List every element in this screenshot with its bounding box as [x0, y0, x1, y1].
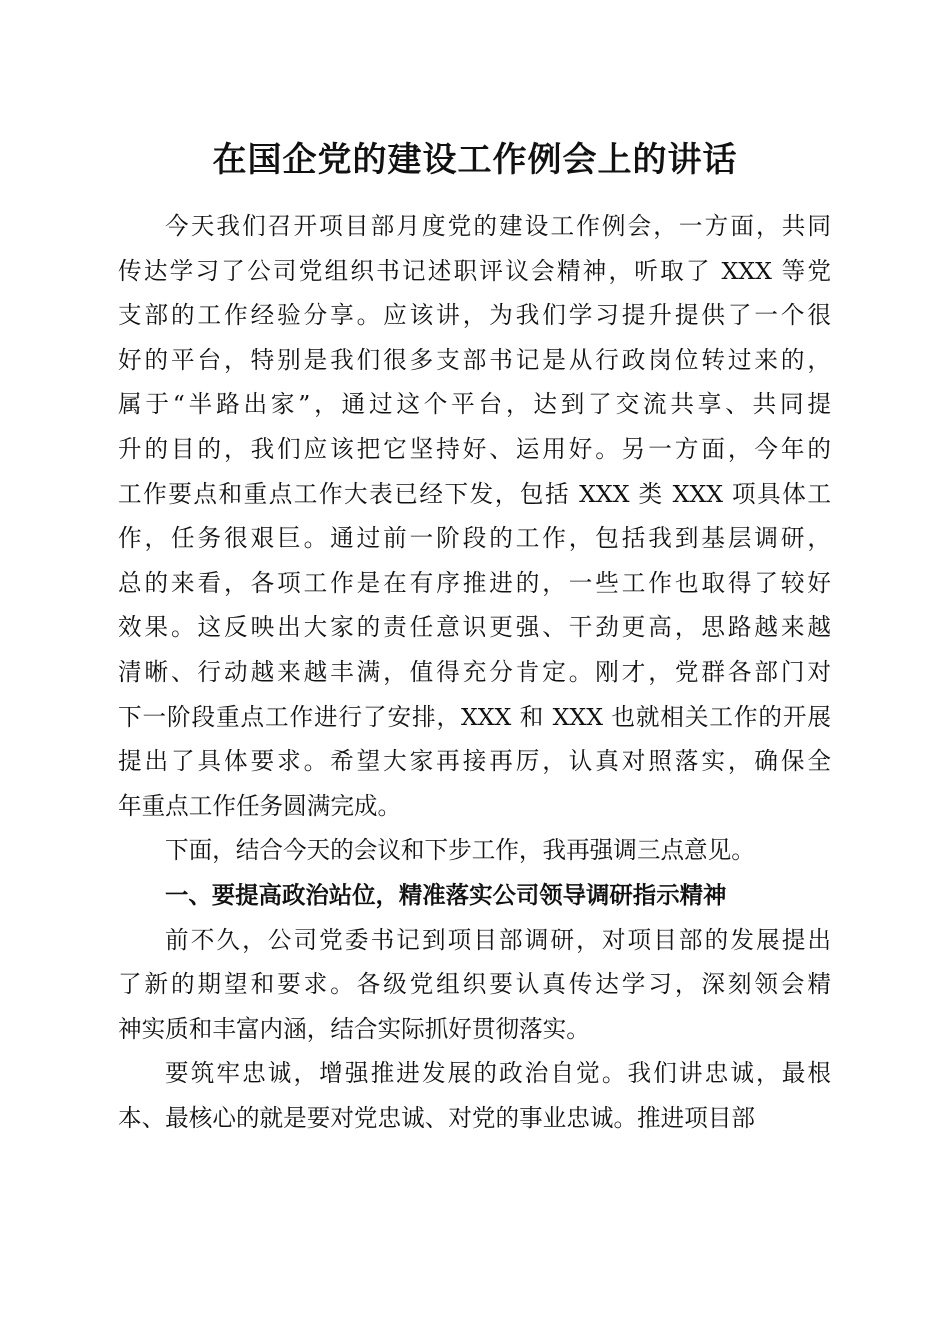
text-line: 一、要提高政治站位，精准落实公司领导调研指示精神	[165, 880, 727, 909]
paragraph	[118, 204, 831, 828]
text-line: 清晰、行动越来越丰满，值得充分肯定。刚才，党群各部门对	[118, 657, 831, 686]
text-line: 提出了具体要求。希望大家再接再厉，认真对照落实，确保全	[118, 747, 831, 776]
paragraph	[118, 828, 831, 873]
text-line: 年重点工作任务圆满完成。	[118, 791, 402, 820]
text-line: 了新的期望和要求。各级党组织要认真传达学习，深刻领会精	[118, 970, 831, 999]
text-line: 好的平台，特别是我们很多支部书记是从行政岗位转过来的，	[118, 345, 831, 374]
text-line: 升的目的，我们应该把它坚持好、运用好。另一方面，今年的	[118, 434, 831, 463]
text-line: 下面，结合今天的会议和下步工作，我再强调三点意见。	[165, 836, 755, 865]
document-title: 在国企党的建设工作例会上的讲话	[212, 140, 738, 180]
text-line: 今天我们召开项目部月度党的建设工作例会，一方面，共同	[165, 212, 831, 240]
paragraph	[118, 918, 831, 1052]
text-line: 总的来看，各项工作是在有序推进的，一些工作也取得了较好	[118, 568, 831, 597]
text-line: 支部的工作经验分享。应该讲，为我们学习提升提供了一个很	[118, 301, 831, 330]
text-line: 前不久，公司党委书记到项目部调研，对项目部的发展提出	[165, 925, 831, 954]
text-line: 要筑牢忠诚，增强推进发展的政治自觉。我们讲忠诚，最根	[165, 1059, 831, 1088]
text-line: 作，任务很艰巨。通过前一阶段的工作，包括我到基层调研，	[118, 524, 831, 553]
text-line: 下一阶段重点工作进行了安排，XXX 和 XXX 也就相关工作的开展	[118, 702, 831, 731]
paragraph	[118, 1051, 831, 1140]
text-line: 本、最核心的就是要对党忠诚、对党的事业忠诚。推进项目部	[118, 1103, 756, 1132]
text-line: 属于“半路出家”，通过这个平台，达到了交流共享、共同提	[118, 390, 831, 419]
document-body	[118, 204, 831, 1140]
section-heading	[118, 873, 831, 918]
text-line: 传达学习了公司党组织书记述职评议会精神，听取了 XXX 等党	[118, 256, 831, 285]
text-line: 工作要点和重点工作大表已经下发，包括 XXX 类 XXX 项具体工	[118, 479, 831, 508]
text-line: 神实质和丰富内涵，结合实际抓好贯彻落实。	[118, 1014, 590, 1043]
text-line: 效果。这反映出大家的责任意识更强、干劲更高，思路越来越	[118, 613, 831, 642]
